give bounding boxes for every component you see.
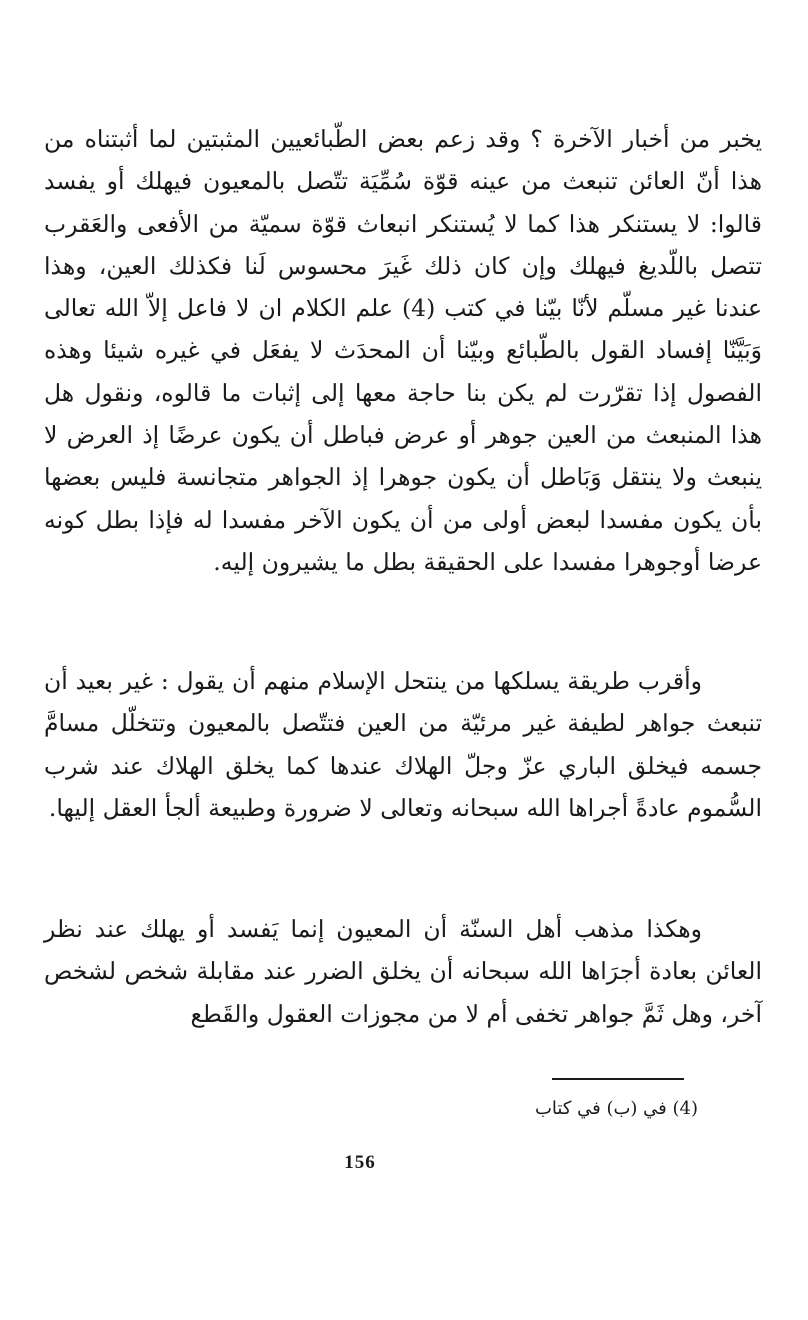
paragraph-1: يخبر من أخبار الآخرة ؟ وقد زعم بعض الطّبائعيين المثبتين لما أثبتناه من هذا أنّ العائن تنبعث من عينه قوّة سُمِّيَة تتّصل بالمعيون فيهلك أو يفسد قالوا: لا يستنكر هذا كما لا يُستنكر انبعاث قوّة سميّة من الأفعى والعَقرب تتصل باللّديغ فيهلك وإن كان ذلك غَيرَ محسوس لَنا فكذلك العين، وهذا عندنا غير مسلّم لأنّا بيّنا في كتب (4) علم الكلام ان لا فاعل إلاّ الله تعالى وَبَيَّنّا إفساد القول بالطّبائع وبيّنا أن المحدَث لا يفعَل في غيره شيئا وهذه الفصول إذا تقرّرت لم يكن بنا حاجة معها إلى إثبات ما قالوه، ونقول هل هذا المنبعث من العين جوهر أو عرض فباطل أن يكون عرضًا إذ العرض لا ينبعث ولا ينتقل وَبَاطل أن يكون جوهرا إذ الجواهر متجانسة فليس بعضها بأن يكون مفسدا لبعض أولى من أن يكون الآخر مفسدا له فإذا بطل كونه عرضا أوجوهرا مفسدا على الحقيقة بطل ما يشيرون إليه. xyxy=(44,125,763,576)
page-number: 156 xyxy=(344,1152,376,1173)
footnote-divider xyxy=(552,1078,684,1080)
paragraph-3: وهكذا مذهب أهل السنّة أن المعيون إنما يَفسد أو يهلك عند نظر العائن بعادة أجرَاها الله سبحانه أن يخلق الضرر عند مقابلة شخص لشخص آخر، وهل ثَمَّ جواهر تخفى أم لا من مجوزات العقول والقَطع xyxy=(44,915,762,1028)
footnote: (4) في (ب) في كتاب xyxy=(534,1098,698,1119)
paragraph-2: وأقرب طريقة يسلكها من ينتحل الإسلام منهم أن يقول : غير بعيد أن تنبعث جواهر لطيفة غير مرئيّة من العين فتتّصل بالمعيون وتتخلّل مسامَّ جسمه فيخلق الباري عزّ وجلّ الهلاك عندها كما يخلق الهلاك عند شرب السُّموم عادةً أجراها الله سبحانه وتعالى لا ضرورة وطبيعة ألجأ العقل إليها. xyxy=(44,667,762,822)
